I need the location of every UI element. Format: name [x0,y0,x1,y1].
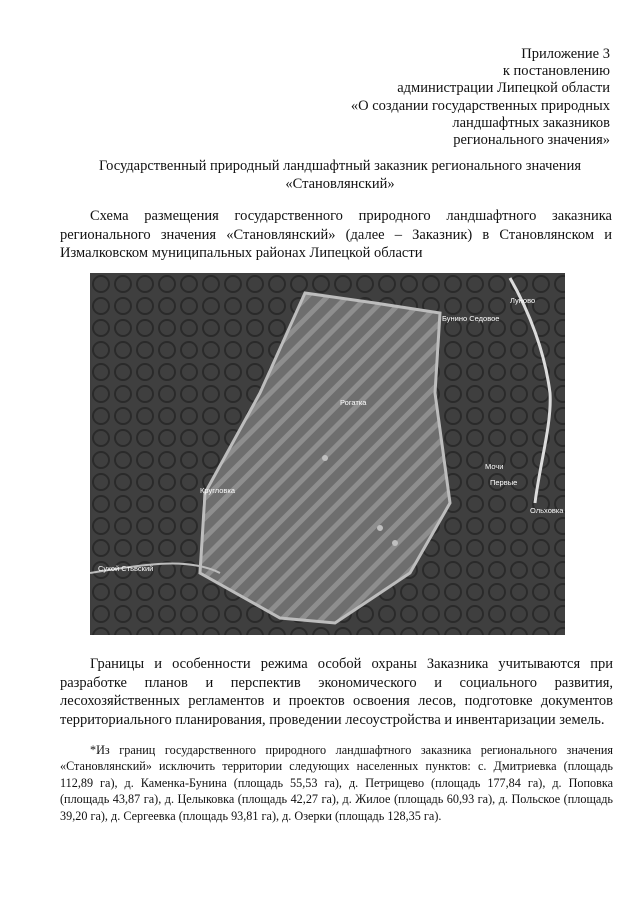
map-label: Рогатка [340,398,367,407]
footnote: *Из границ государственного природного ландшафтного заказника регионального значения «Становлянский» исключить территории следующих населенных пунктов: с. Дмитриевка (площадь 112,89 га), д. Каменка-Бунина (площадь 55,53 га), д. Петрищево (площадь 177,84 га), д. Поповка (площадь 43,87 га), д. Целыковка (площадь 42,27 га), д. Жилое (площадь 60,93 га), д. Польское (площадь 39,20 га), д. Сергеевка (площадь 93,81 га), д. Озерки (площадь 128,35 га). [60,743,613,823]
appendix-line: регионального значения» [453,132,610,149]
appendix-line: администрации Липецкой области [397,80,610,97]
map-label: Мочи [485,462,504,471]
title-line-1: Государственный природный ландшафтный заказник регионального значения [98,158,581,174]
appendix-header [290,46,610,149]
map-image [90,273,565,635]
map-label: Кругловка [200,486,236,495]
map-label: Бунино Седовое [442,314,500,323]
borders-paragraph: Границы и особенности режима особой охраны Заказника учитываются при разработке планов и перспектив экономического и социального развития, лесохозяйственных регламентов и проектов освоения лесов, подготовке документов территориального планирования, проведении лесоустройства и инвентаризации земель. [60,656,613,728]
appendix-line: «О создании государственных природных [350,97,610,114]
document-title [60,157,620,193]
appendix-line: Приложение 3 [521,46,610,62]
title-line-2: «Становлянский» [285,176,395,192]
appendix-line: ландшафтных заказников [452,114,610,131]
map-label: Луново [510,296,536,305]
map-label: Ольховка [530,506,564,515]
scheme-paragraph: Схема размещения государственного природного ландшафтного заказника регионального значения «Становлянский» (далее – Заказник) в Становлянском и Измалковском муниципальных районах Липецкой области [60,208,612,261]
map-label: Первые [490,478,518,487]
appendix-line: к постановлению [502,63,610,80]
map-label: Сухой Стьвский [98,564,154,573]
reserve-map [90,273,565,635]
